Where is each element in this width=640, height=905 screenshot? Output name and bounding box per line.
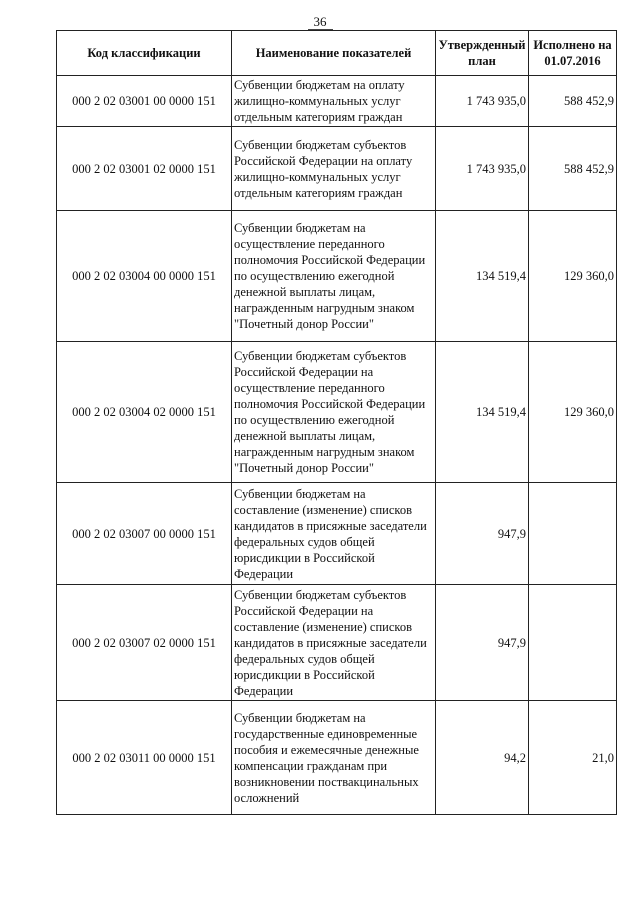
table-row [57, 342, 617, 483]
row-done: 588 452,9 [529, 76, 617, 127]
row-name: Субвенции бюджетам на осуществление переданного полномочия Российской Федерации по осуществлению ежегодной денежной выплаты лицам, награжденным нагрудным знаком "Почетный донор России" [232, 211, 436, 342]
table-row [57, 701, 617, 815]
row-done: 129 360,0 [529, 342, 617, 483]
row-code: 000 2 02 03004 02 0000 151 [57, 342, 232, 483]
table-row [57, 585, 617, 701]
row-code: 000 2 02 03001 02 0000 151 [57, 127, 232, 211]
header-plan: Утвержденный план [436, 31, 529, 76]
row-name: Субвенции бюджетам на составление (изменение) списков кандидатов в присяжные заседатели федеральных судов общей юрисдикции в Российской Федерации [232, 483, 436, 585]
table-row [57, 483, 617, 585]
page-number [0, 14, 640, 30]
row-name: Субвенции бюджетам субъектов Российской Федерации на осуществление переданного полномочия Российской Федерации по осуществлению ежегодной денежной выплаты лицам, награжденным нагрудным знаком "Почетный донор России" [232, 342, 436, 483]
row-name: Субвенции бюджетам на государственные единовременные пособия и ежемесячные денежные компенсации гражданам при возникновении поствакцинальных осложнений [232, 701, 436, 815]
row-name: Субвенции бюджетам субъектов Российской Федерации на составление (изменение) списков кандидатов в присяжные заседатели федеральных судов общей юрисдикции в Российской Федерации [232, 585, 436, 701]
row-done: 21,0 [529, 701, 617, 815]
row-plan: 94,2 [436, 701, 529, 815]
page-number-text: 36 [308, 14, 333, 30]
table-row [57, 211, 617, 342]
row-done: 588 452,9 [529, 127, 617, 211]
row-code: 000 2 02 03007 02 0000 151 [57, 585, 232, 701]
header-code: Код классификации [57, 31, 232, 76]
row-name: Субвенции бюджетам на оплату жилищно-коммунальных услуг отдельным категориям граждан [232, 76, 436, 127]
table-row [57, 76, 617, 127]
row-name: Субвенции бюджетам субъектов Российской Федерации на оплату жилищно-коммунальных услуг отдельным категориям граждан [232, 127, 436, 211]
row-code: 000 2 02 03001 00 0000 151 [57, 76, 232, 127]
row-code: 000 2 02 03011 00 0000 151 [57, 701, 232, 815]
row-code: 000 2 02 03004 00 0000 151 [57, 211, 232, 342]
table-row [57, 127, 617, 211]
row-plan: 1 743 935,0 [436, 127, 529, 211]
row-done [529, 483, 617, 585]
row-plan: 134 519,4 [436, 342, 529, 483]
row-done: 129 360,0 [529, 211, 617, 342]
table-header-row [57, 31, 617, 76]
row-plan: 1 743 935,0 [436, 76, 529, 127]
header-done: Исполнено на 01.07.2016 [529, 31, 617, 76]
row-plan: 947,9 [436, 585, 529, 701]
row-done [529, 585, 617, 701]
header-name: Наименование показателей [232, 31, 436, 76]
report-table [56, 30, 617, 815]
row-code: 000 2 02 03007 00 0000 151 [57, 483, 232, 585]
row-plan: 947,9 [436, 483, 529, 585]
row-plan: 134 519,4 [436, 211, 529, 342]
